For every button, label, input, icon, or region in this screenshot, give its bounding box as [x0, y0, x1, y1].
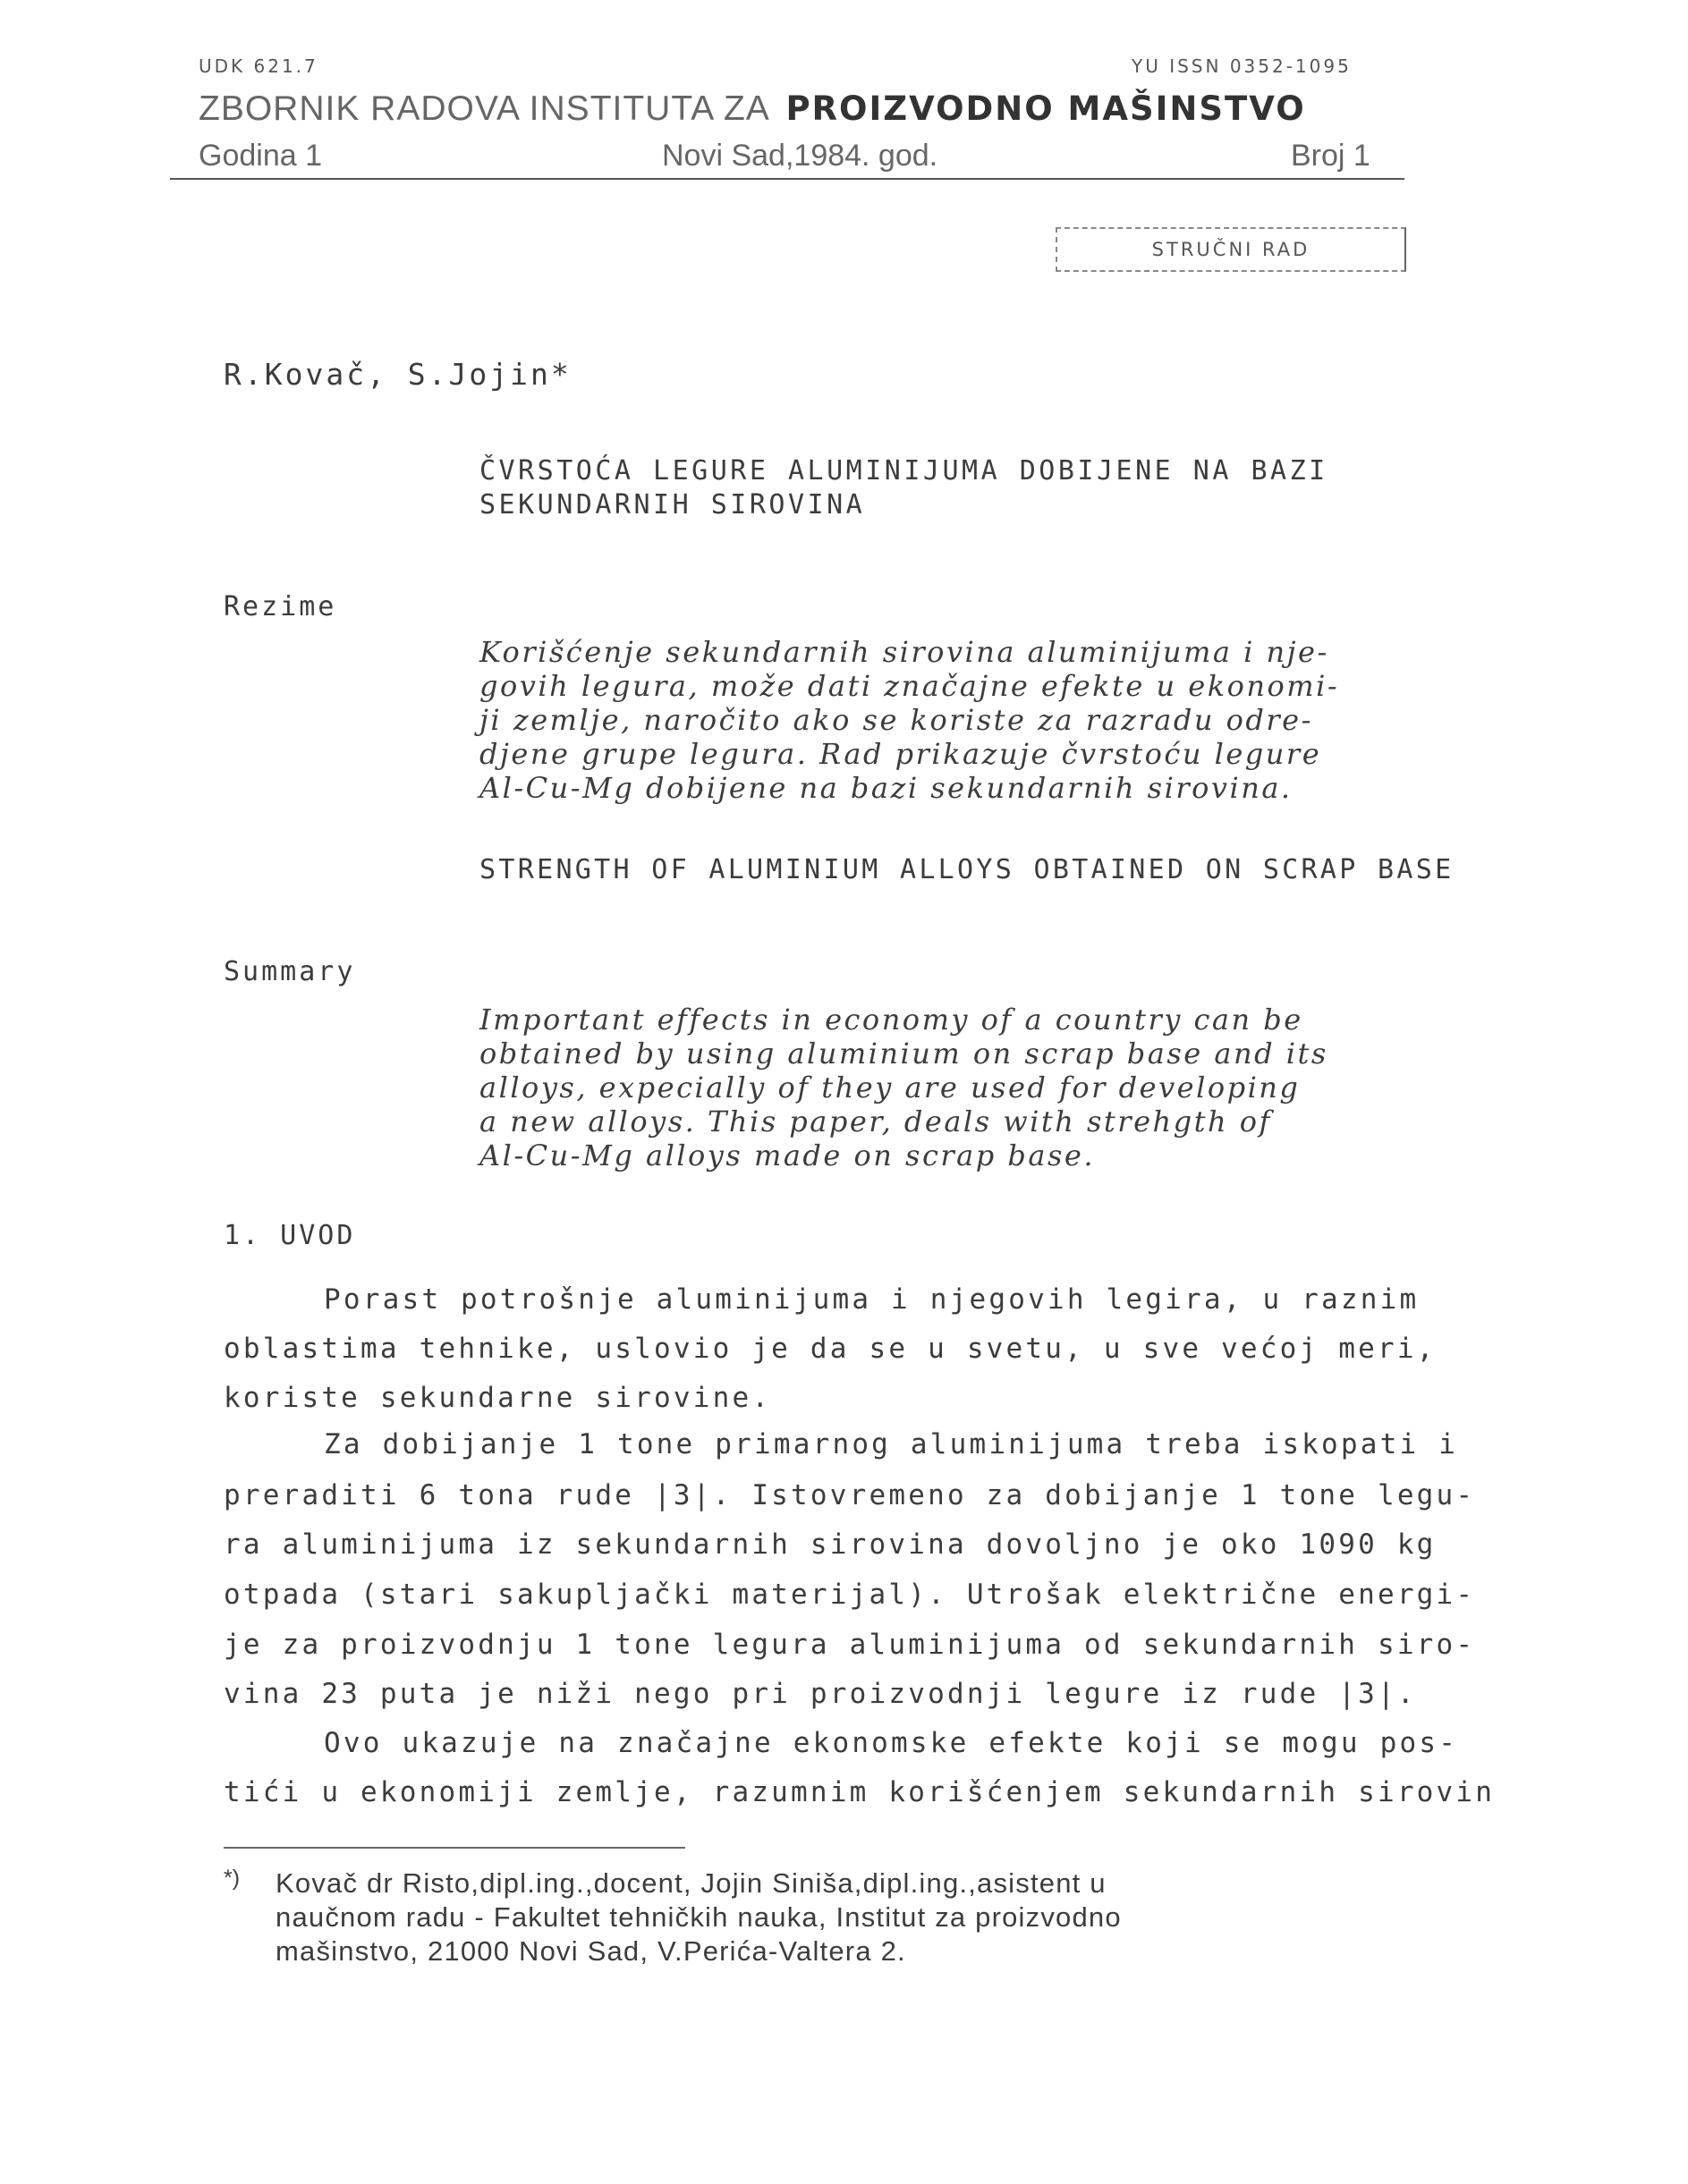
- title-line-1: ČVRSTOĆA LEGURE ALUMINIJUMA DOBIJENE NA BAZI: [479, 455, 1328, 487]
- summary-line: obtained by using aluminium on scrap base and its: [479, 1037, 1328, 1071]
- body-line: ra aluminijuma iz sekundarnih sirovina dovoljno je oko 1090 kg: [224, 1528, 1437, 1561]
- summary-line: a new alloys. This paper, deals with strehgth of: [479, 1105, 1272, 1139]
- summary-label: Summary: [224, 956, 356, 987]
- body-line: otpada (stari sakupljački materijal). Utrošak električne energi-: [224, 1579, 1476, 1611]
- footnote-line: naučnom radu - Fakultet tehničkih nauka, Institut za proizvodno: [276, 1901, 1122, 1933]
- rezime-line: ji zemlje, naročito ako se koriste za razradu odre-: [479, 703, 1313, 737]
- issn-code: YU ISSN 0352-1095: [1132, 55, 1352, 77]
- footnote-marker: *): [224, 1866, 241, 1891]
- english-title: STRENGTH OF ALUMINIUM ALLOYS OBTAINED ON SCRAP BASE: [479, 854, 1455, 885]
- header-rule: [170, 178, 1404, 180]
- footnote-line: Kovač dr Risto,dipl.ing.,docent, Jojin Siniša,dipl.ing.,asistent u: [276, 1867, 1107, 1899]
- udk-code: UDK 621.7: [199, 55, 318, 77]
- summary-line: Important effects in economy of a country can be: [479, 1003, 1303, 1037]
- section-heading: 1. UVOD: [224, 1220, 356, 1251]
- body-line: koriste sekundarne sirovine.: [224, 1382, 772, 1414]
- paper-type-stamp: [1056, 227, 1406, 272]
- authors: R.Kovač, S.Jojin*: [224, 357, 572, 392]
- title-line-2: SEKUNDARNIH SIROVINA: [479, 489, 866, 521]
- body-line: Porast potrošnje aluminijuma i njegovih legira, u raznim: [324, 1283, 1420, 1316]
- footnote-line: mašinstvo, 21000 Novi Sad, V.Perića-Valtera 2.: [276, 1935, 906, 1967]
- rezime-line: djene grupe legura. Rad prikazuje čvrstoću legure: [479, 737, 1322, 771]
- rezime-line: govih legura, može dati značajne efekte u ekonomi-: [479, 669, 1340, 703]
- footnote-rule: [224, 1847, 685, 1849]
- journal-title-prefix: ZBORNIK RADOVA INSTITUTA ZA: [199, 89, 770, 128]
- paper-type-label: STRUČNI RAD: [1151, 239, 1311, 260]
- rezime-line: Korišćenje sekundarnih sirovina aluminijuma i nje-: [479, 635, 1329, 669]
- journal-issue: Broj 1: [1291, 139, 1370, 173]
- journal-year: Godina 1: [199, 139, 322, 173]
- body-line: preraditi 6 tona rude |3|. Istovremeno za dobijanje 1 tone legu-: [224, 1479, 1476, 1511]
- summary-line: Al-Cu-Mg alloys made on scrap base.: [479, 1139, 1095, 1172]
- body-line: Za dobijanje 1 tone primarnog aluminijuma treba iskopati i: [324, 1428, 1459, 1460]
- body-line: tići u ekonomiji zemlje, razumnim korišćenjem sekundarnih sirovin: [224, 1776, 1496, 1808]
- rezime-label: Rezime: [224, 591, 337, 622]
- body-line: oblastima tehnike, uslovio je da se u svetu, u sve većoj meri,: [224, 1333, 1437, 1365]
- journal-place-date: Novi Sad,1984. god.: [662, 139, 938, 173]
- summary-line: alloys, expecially of they are used for developing: [479, 1071, 1301, 1105]
- rezime-line: Al-Cu-Mg dobijene na bazi sekundarnih sirovina.: [479, 771, 1293, 805]
- journal-title: [199, 89, 1306, 129]
- body-line: vina 23 puta je niži nego pri proizvodnji legure iz rude |3|.: [224, 1678, 1417, 1710]
- body-line: je za proizvodnju 1 tone legura aluminijuma od sekundarnih siro-: [224, 1629, 1476, 1661]
- journal-title-bold: PROIZVODNO MAŠINSTVO: [785, 89, 1306, 128]
- body-line: Ovo ukazuje na značajne ekonomske efekte koji se mogu pos-: [324, 1727, 1459, 1759]
